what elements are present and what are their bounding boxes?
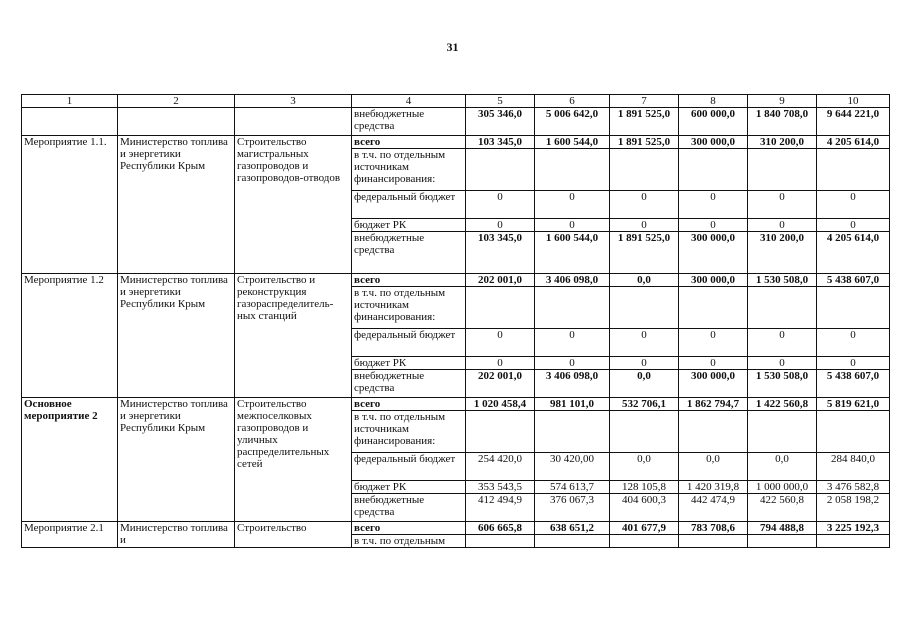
value-cell: 0,0 [610,274,679,287]
empty-cell [817,149,890,191]
value-cell: 532 706,1 [610,398,679,411]
empty-cell [22,108,118,136]
value-cell: 0 [679,219,748,232]
empty-cell [535,287,610,329]
value-cell: 3 225 192,3 [817,522,890,535]
value-cell: 0 [679,357,748,370]
table-row [22,136,890,149]
empty-cell [679,535,748,548]
value-cell: 404 600,3 [610,494,679,522]
row-label: в т.ч. по отдельным источникам финансирования: [352,287,466,329]
value-cell: 202 001,0 [466,370,535,398]
row-label: в т.ч. по отдельным источникам финансирования: [352,149,466,191]
value-cell: 0 [748,329,817,357]
row-label: бюджет РК [352,219,466,232]
measure-name: Основное мероприятие 2 [22,398,118,522]
header-cell: 2 [118,95,235,108]
value-cell: 1 891 525,0 [610,232,679,274]
row-label: федеральный бюджет [352,329,466,357]
row-label: в т.ч. по отдельным источникам финансирования: [352,411,466,453]
value-cell: 0 [610,357,679,370]
value-cell: 5 819 621,0 [817,398,890,411]
value-cell: 1 000 000,0 [748,481,817,494]
page-number: 31 [446,40,459,54]
value-cell: 128 105,8 [610,481,679,494]
table-row [22,398,890,411]
empty-cell [679,287,748,329]
row-label: всего [352,398,466,411]
empty-cell [610,287,679,329]
row-label: федеральный бюджет [352,191,466,219]
header-cell: 6 [535,95,610,108]
ministry-cell: Министерство топлива и [118,522,235,548]
description-cell: Строительство магистральных газопроводов и газопроводов-отводов [235,136,352,274]
empty-cell [535,411,610,453]
value-cell: 2 058 198,2 [817,494,890,522]
value-cell: 606 665,8 [466,522,535,535]
value-cell: 0 [817,219,890,232]
empty-cell [817,411,890,453]
empty-cell [679,149,748,191]
value-cell: 638 651,2 [535,522,610,535]
value-cell: 3 406 098,0 [535,370,610,398]
measure-name: Мероприятие 1.2 [22,274,118,398]
value-cell: 401 677,9 [610,522,679,535]
value-cell: 0 [679,329,748,357]
value-cell: 1 600 544,0 [535,232,610,274]
description-cell: Строительство и реконструкция газораспределитель-ных станций [235,274,352,398]
value-cell: 1 840 708,0 [748,108,817,136]
value-cell: 783 708,6 [679,522,748,535]
empty-cell [118,108,235,136]
value-cell: 0 [535,329,610,357]
header-cell: 7 [610,95,679,108]
value-cell: 412 494,9 [466,494,535,522]
value-cell: 0 [466,191,535,219]
value-cell: 0 [679,191,748,219]
value-cell: 254 420,0 [466,453,535,481]
table-row [22,522,890,535]
value-cell: 4 205 614,0 [817,136,890,149]
header-cell: 1 [22,95,118,108]
table-row [22,274,890,287]
value-cell: 0,0 [679,453,748,481]
row-label: всего [352,522,466,535]
header-cell: 10 [817,95,890,108]
value-cell: 0 [466,329,535,357]
row-label: бюджет РК [352,481,466,494]
value-cell: 0 [817,191,890,219]
value-cell: 300 000,0 [679,136,748,149]
value-cell: 1 530 508,0 [748,370,817,398]
value-cell: 305 346,0 [466,108,535,136]
ministry-cell: Министерство топлива и энергетики Республики Крым [118,398,235,522]
ministry-cell: Министерство топлива и энергетики Республики Крым [118,274,235,398]
value-cell: 376 067,3 [535,494,610,522]
value-cell: 103 345,0 [466,136,535,149]
row-label: всего [352,136,466,149]
measure-name: Мероприятие 2.1 [22,522,118,548]
value-cell: 442 474,9 [679,494,748,522]
value-cell: 1 422 560,8 [748,398,817,411]
empty-cell [466,535,535,548]
row-label: в т.ч. по отдельным [352,535,466,548]
value-cell: 0 [610,219,679,232]
empty-cell [610,149,679,191]
value-cell: 0 [748,357,817,370]
empty-cell [748,535,817,548]
value-cell: 0 [610,191,679,219]
value-cell: 1 020 458,4 [466,398,535,411]
value-cell: 300 000,0 [679,274,748,287]
empty-cell [817,287,890,329]
row-label: внебюджетные средства [352,494,466,522]
header-cell: 8 [679,95,748,108]
value-cell: 1 891 525,0 [610,136,679,149]
row-label: федеральный бюджет [352,453,466,481]
empty-cell [535,535,610,548]
value-cell: 30 420,00 [535,453,610,481]
value-cell: 600 000,0 [679,108,748,136]
value-cell: 5 438 607,0 [817,370,890,398]
value-cell: 202 001,0 [466,274,535,287]
value-cell: 3 406 098,0 [535,274,610,287]
empty-cell [466,287,535,329]
value-cell: 4 205 614,0 [817,232,890,274]
value-cell: 0,0 [610,370,679,398]
value-cell: 310 200,0 [748,232,817,274]
value-cell: 353 543,5 [466,481,535,494]
financing-table [21,94,890,548]
value-cell: 300 000,0 [679,232,748,274]
value-cell: 1 862 794,7 [679,398,748,411]
row-label: бюджет РК [352,357,466,370]
empty-cell [748,287,817,329]
header-cell: 3 [235,95,352,108]
value-cell: 0 [535,357,610,370]
value-cell: 574 613,7 [535,481,610,494]
empty-cell [679,411,748,453]
value-cell: 1 530 508,0 [748,274,817,287]
empty-cell [610,411,679,453]
empty-cell [748,149,817,191]
header-cell: 4 [352,95,466,108]
header-row [22,95,890,108]
value-cell: 5 438 607,0 [817,274,890,287]
value-cell: 0,0 [748,453,817,481]
value-cell: 0 [466,357,535,370]
ministry-cell: Министерство топлива и энергетики Республики Крым [118,136,235,274]
value-cell: 1 420 319,8 [679,481,748,494]
value-cell: 284 840,0 [817,453,890,481]
table-row [22,108,890,136]
row-label: внебюджетные средства [352,232,466,274]
value-cell: 0 [817,329,890,357]
measure-name: Мероприятие 1.1. [22,136,118,274]
value-cell: 9 644 221,0 [817,108,890,136]
description-cell: Строительство межпоселковых газопроводов и уличных распределительных сетей [235,398,352,522]
empty-cell [235,108,352,136]
empty-cell [817,535,890,548]
value-cell: 0 [748,219,817,232]
value-cell: 0 [610,329,679,357]
value-cell: 0 [748,191,817,219]
value-cell: 300 000,0 [679,370,748,398]
value-cell: 0,0 [610,453,679,481]
value-cell: 0 [535,219,610,232]
value-cell: 3 476 582,8 [817,481,890,494]
empty-cell [748,411,817,453]
value-cell: 794 488,8 [748,522,817,535]
value-cell: 422 560,8 [748,494,817,522]
description-cell: Строительство [235,522,352,548]
empty-cell [466,149,535,191]
value-cell: 0 [817,357,890,370]
value-cell: 1 600 544,0 [535,136,610,149]
value-cell: 103 345,0 [466,232,535,274]
row-label: всего [352,274,466,287]
empty-cell [466,411,535,453]
header-cell: 5 [466,95,535,108]
value-cell: 0 [535,191,610,219]
value-cell: 5 006 642,0 [535,108,610,136]
row-label: внебюджетные средства [352,370,466,398]
value-cell: 1 891 525,0 [610,108,679,136]
value-cell: 981 101,0 [535,398,610,411]
empty-cell [535,149,610,191]
header-cell: 9 [748,95,817,108]
value-cell: 310 200,0 [748,136,817,149]
row-label: внебюджетные средства [352,108,466,136]
value-cell: 0 [466,219,535,232]
empty-cell [610,535,679,548]
